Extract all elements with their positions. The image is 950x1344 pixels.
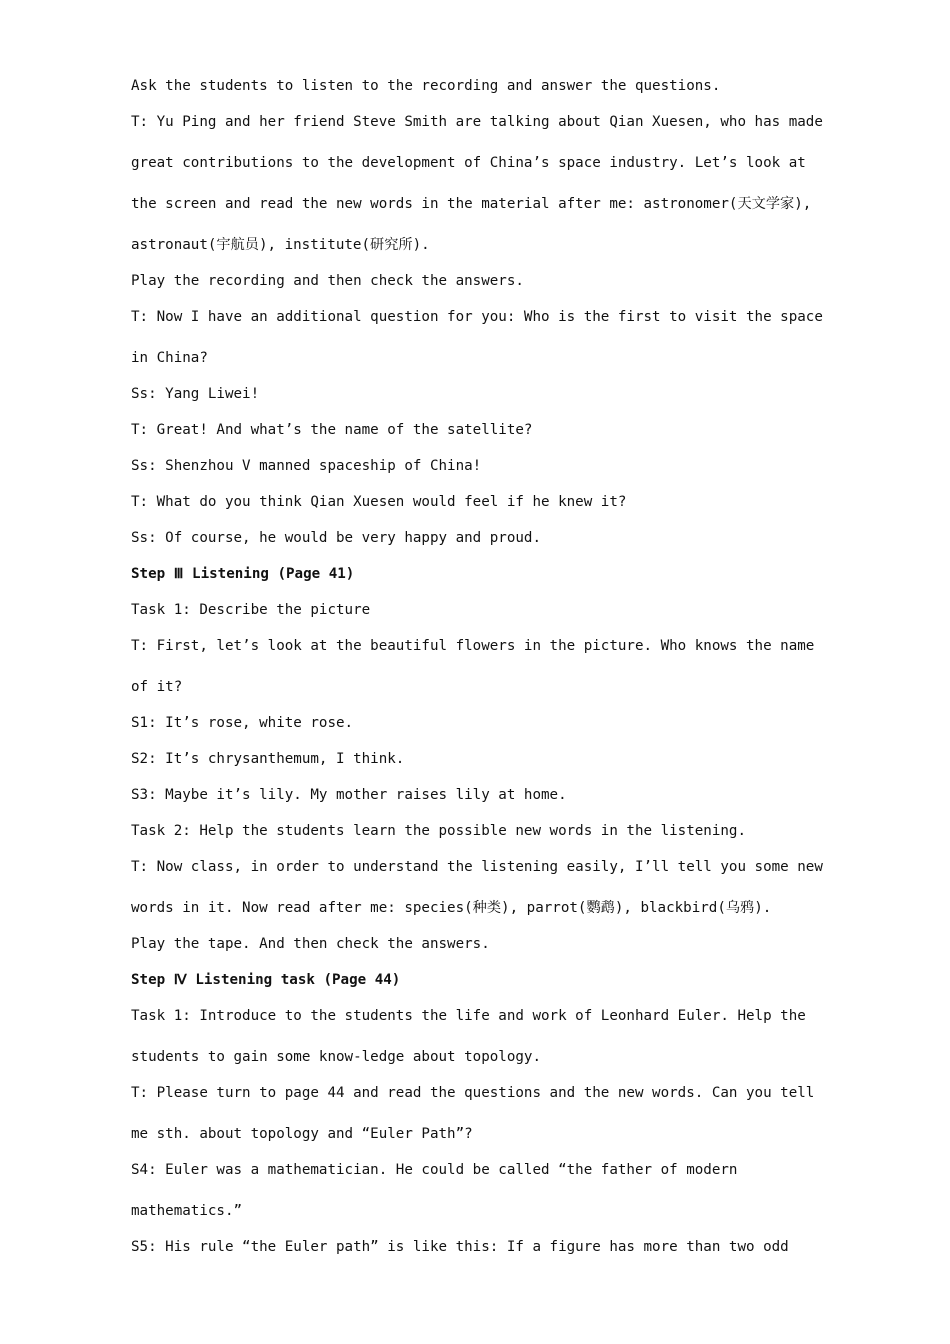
dialogue-line: S1: It’s rose, white rose. xyxy=(131,715,354,731)
paragraph-text: of it? xyxy=(131,679,183,695)
paragraph-text: Ask the students to listen to the recording and answer the questions. xyxy=(131,78,721,94)
paragraph-text: students to gain some know-ledge about topology. xyxy=(131,1049,541,1065)
paragraph-text: T: Now I have an additional question for you: Who is the first to visit the space xyxy=(131,309,823,325)
paragraph-text: S4: Euler was a mathematician. He could be called “the father of modern xyxy=(131,1162,738,1178)
paragraph xyxy=(131,857,821,918)
paragraph xyxy=(131,112,821,255)
paragraph-text: Play the tape. And then check the answers. xyxy=(131,936,490,952)
paragraph-text: me sth. about topology and “Euler Path”? xyxy=(131,1126,473,1142)
section-heading: Step Ⅲ Listening (Page 41) xyxy=(131,566,355,582)
paragraph xyxy=(131,636,821,697)
section-heading: Step Ⅳ Listening task (Page 44) xyxy=(131,972,401,988)
dialogue-line: T: Great! And what’s the name of the satellite? xyxy=(131,422,533,438)
dialogue-line: Ss: Shenzhou V manned spaceship of China! xyxy=(131,458,482,474)
paragraph xyxy=(131,1160,821,1221)
paragraph-text: T: First, let’s look at the beautiful flowers in the picture. Who knows the name xyxy=(131,638,815,654)
dialogue-line: T: What do you think Qian Xuesen would feel if he knew it? xyxy=(131,494,627,510)
document-page xyxy=(131,76,821,1273)
dialogue-line: Ss: Yang Liwei! xyxy=(131,386,260,402)
paragraph xyxy=(131,1006,821,1067)
paragraph-text: T: Please turn to page 44 and read the questions and the new words. Can you tell xyxy=(131,1085,815,1101)
paragraph-text: T: Now class, in order to understand the listening easily, I’ll tell you some new xyxy=(131,859,823,875)
dialogue-line: Ss: Of course, he would be very happy and proud. xyxy=(131,530,541,546)
task-line: Task 1: Describe the picture xyxy=(131,602,371,618)
paragraph-text: great contributions to the development of China’s space industry. Let’s look at xyxy=(131,155,806,171)
paragraph-text: Task 1: Introduce to the students the life and work of Leonhard Euler. Help the xyxy=(131,1008,806,1024)
paragraph-text: T: Yu Ping and her friend Steve Smith are talking about Qian Xuesen, who has made xyxy=(131,114,823,130)
paragraph xyxy=(131,307,821,368)
paragraph-text: in China? xyxy=(131,350,208,366)
dialogue-line: S3: Maybe it’s lily. My mother raises lily at home. xyxy=(131,787,567,803)
paragraph-text: mathematics.” xyxy=(131,1203,243,1219)
dialogue-line: S2: It’s chrysanthemum, I think. xyxy=(131,751,405,767)
paragraph-text: Play the recording and then check the answers. xyxy=(131,273,524,289)
paragraph xyxy=(131,1083,821,1144)
paragraph-text: astronaut(宇航员), institute(研究所). xyxy=(131,237,430,253)
task-line: Task 2: Help the students learn the possible new words in the listening. xyxy=(131,823,746,839)
paragraph-text: the screen and read the new words in the material after me: astronomer(天文学家), xyxy=(131,196,812,212)
paragraph-text: S5: His rule “the Euler path” is like this: If a figure has more than two odd xyxy=(131,1239,789,1255)
paragraph-text: words in it. Now read after me: species(种类), parrot(鹦鹉), blackbird(乌鸦). xyxy=(131,900,772,916)
